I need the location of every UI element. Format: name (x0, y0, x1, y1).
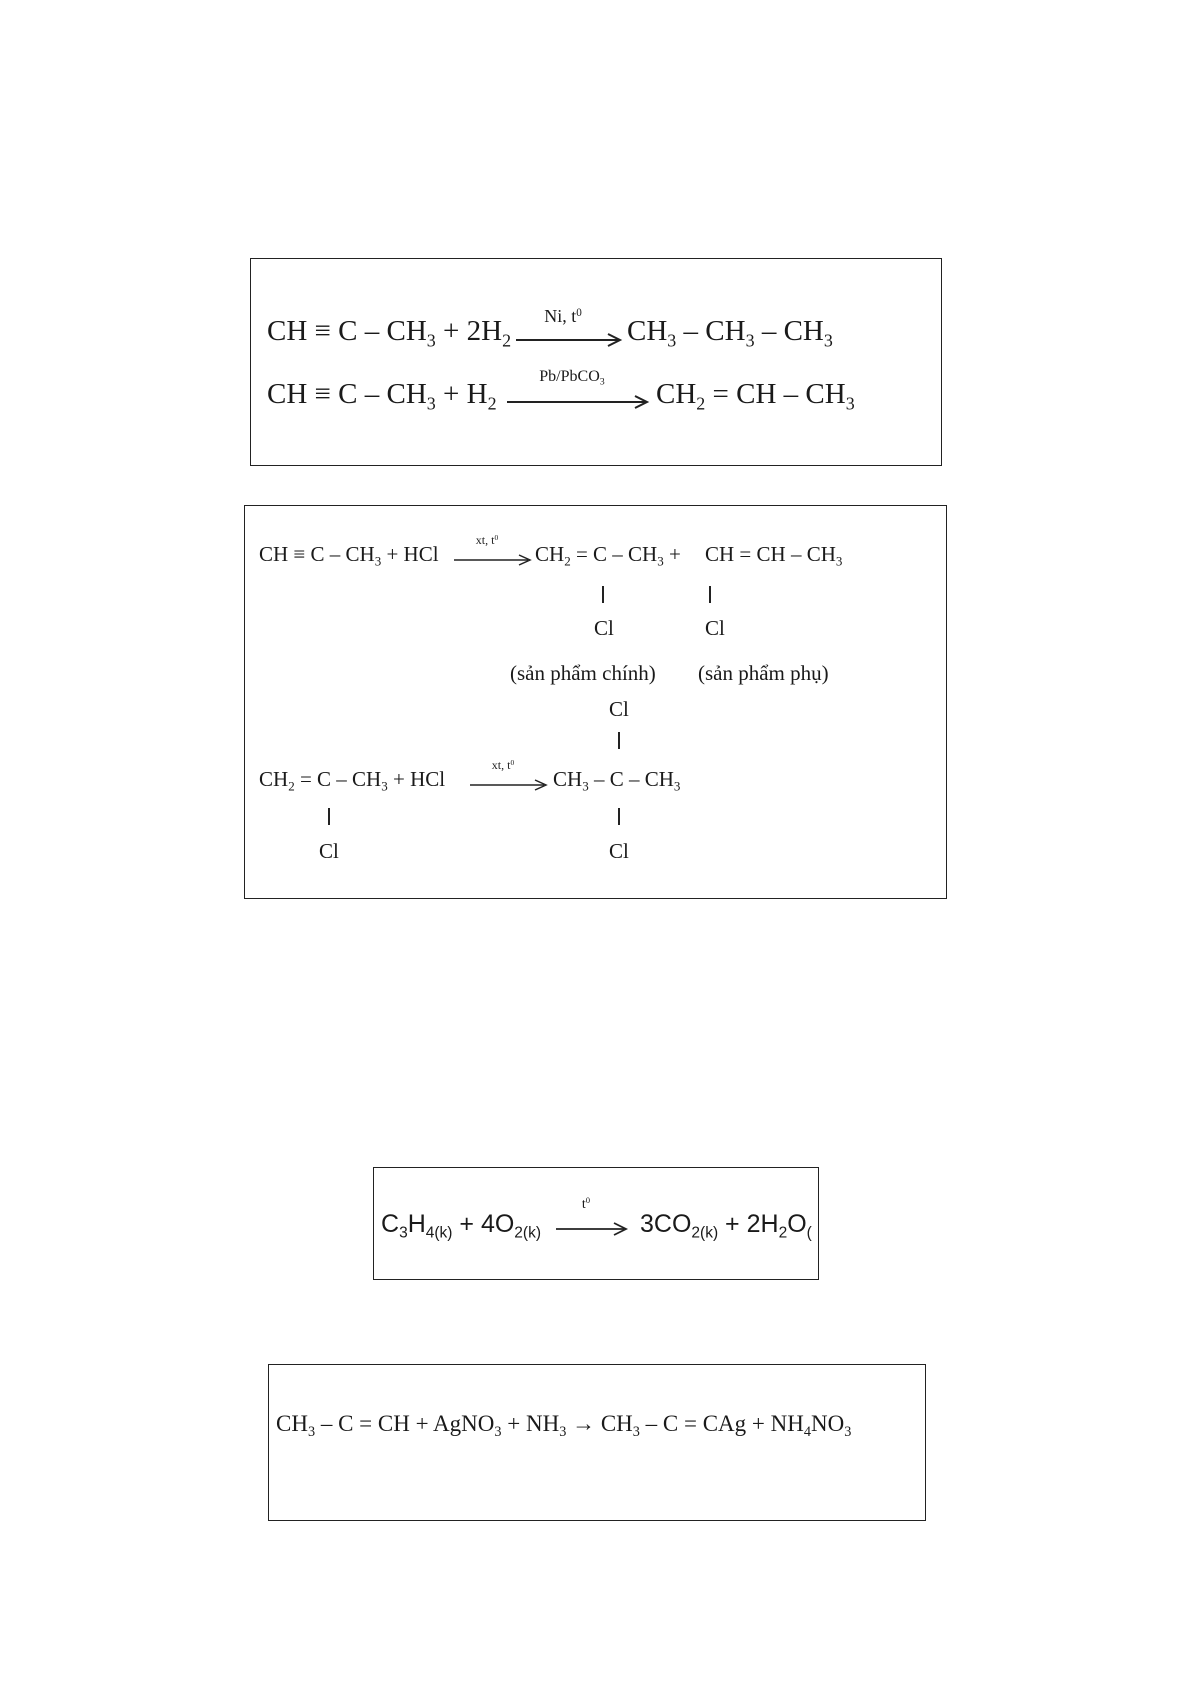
eq2-condition: Pb/PbCO$_3$ (539, 368, 605, 388)
hcl-eq1-arrow (454, 534, 532, 566)
hcl-eq1-condition: xt, $t^0$ (475, 532, 499, 547)
product-cl-bottom: Cl (609, 839, 629, 863)
hcl-eq2-products: $CH_3$ – C – $CH_3$ (553, 767, 681, 794)
product-cl-top: Cl (609, 697, 629, 721)
combustion-box (373, 1167, 819, 1280)
main-product-cl: Cl (594, 616, 614, 640)
hcl-addition-box (244, 505, 947, 899)
agno3-arrow: → (572, 1411, 596, 1436)
hydrogenation-equations-box (250, 258, 942, 466)
main-product-label: (sản phẩm chính) (510, 661, 656, 685)
side-product-label: (sản phẩm phụ) (698, 661, 829, 685)
side-product-cl: Cl (705, 616, 725, 640)
reactant-bond (328, 808, 330, 825)
eq1-reactants: CH ≡ $C - CH_3 + 2H_2$ (267, 315, 512, 351)
hcl-eq1-reactants: CH ≡ C – $CH_3$ + HCl (259, 542, 439, 569)
combustion-condition: $t^0$ (581, 1195, 591, 1212)
reactant-cl: Cl (319, 839, 339, 863)
hcl-eq2-arrow (470, 759, 548, 791)
side-product-bond (709, 586, 711, 603)
combustion-products: $3CO_{2(k)} + 2H_2O_($ (640, 1210, 812, 1242)
eq2-products: $CH_2$ = CH – $CH_3$ (656, 378, 855, 414)
combustion-reactants: $C_3H_{4(k)} + 4O_{2(k)}$ (381, 1210, 541, 1242)
eq2-reactants: CH ≡ $C - CH_3 + H_2$ (267, 378, 497, 414)
product-bond-bottom (618, 808, 620, 825)
agno3-equation: $CH_3$ – C = CH + AgNO$_3$ + $NH_3 \to CH_3 - C$ = CAg + $NH_4NO_3$ (276, 1411, 852, 1440)
combustion-arrow (556, 1195, 628, 1236)
hcl-eq2-condition: xt, $t^0$ (491, 757, 515, 772)
hcl-eq2-reactants: $CH_2 = C - CH_3$ + HCl (259, 767, 446, 794)
eq1-condition: Ni, $t^0$ (544, 306, 582, 326)
silver-nitrate-box (268, 1364, 926, 1521)
product-bond-top (618, 732, 620, 749)
hcl-side-product: CH = CH – $CH_3$ (705, 542, 843, 569)
main-product-bond (602, 586, 604, 603)
eq1-reaction-arrow (516, 307, 622, 347)
eq2-reaction-arrow (507, 369, 649, 409)
hcl-main-product: $CH_2 = C - CH_3$ + (535, 542, 681, 569)
eq1-products: $CH_3 - CH_3 - CH_3$ (627, 315, 833, 351)
